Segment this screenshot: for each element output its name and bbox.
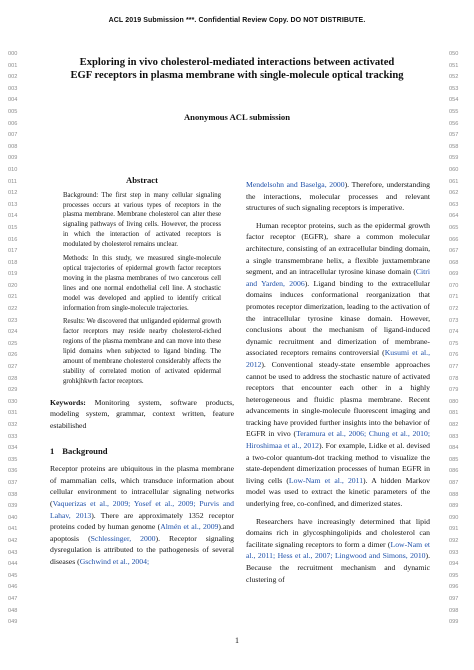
line-number: 014 (8, 213, 18, 220)
line-number: 094 (449, 561, 459, 568)
egfr-paragraph (246, 220, 430, 510)
line-number: 011 (8, 178, 17, 185)
background-paragraph (50, 463, 234, 567)
line-number: 050 (449, 51, 459, 57)
line-number: 091 (449, 526, 459, 533)
line-number: 062 (449, 190, 459, 197)
line-number: 069 (449, 271, 459, 278)
section-title: Background (62, 445, 108, 456)
text-run: Human receptor proteins, such as the epidermal growth factor receptor (EGFR), share a common molecular architecture, consisting of an extracellular binding domain, a single transmembrane helix, a flexible juxtamembrane segment, and an intracellular tyrosine kinase domain ( (246, 220, 430, 277)
line-number: 021 (8, 294, 18, 301)
line-number: 002 (8, 74, 18, 81)
line-number: 067 (449, 248, 459, 255)
citation-link[interactable]: Kusumi et al., 2012 (246, 348, 430, 369)
line-number: 012 (8, 190, 18, 197)
citation-link[interactable]: Teramura et al., 2006; Chung et al., 2010; Hiroshimaa et al., 2012 (246, 429, 430, 451)
line-number: 088 (449, 491, 459, 498)
line-number: 077 (449, 364, 459, 371)
line-number: 039 (8, 503, 18, 510)
text-run: ). Receptor signaling dysregulation is attributed to the pathogenesis of several diseases ( (50, 533, 234, 566)
line-number: 078 (449, 375, 459, 382)
line-number: 093 (449, 549, 459, 556)
line-number: 053 (449, 85, 459, 92)
review-header: ACL 2019 Submission ***. Confidential Review Copy. DO NOT DISTRIBUTE. (108, 17, 366, 24)
line-number: 048 (8, 607, 18, 614)
line-number: 052 (449, 74, 459, 81)
line-number: 080 (449, 398, 459, 405)
lipid-domain-paragraph (246, 516, 430, 586)
citation-link[interactable]: Citri and Yarden, 2006 (246, 267, 430, 288)
keywords-label: Keywords: (50, 397, 86, 407)
line-number: 072 (449, 306, 459, 313)
line-number: 004 (8, 97, 18, 104)
line-number: 041 (8, 526, 18, 533)
line-number: 038 (8, 491, 18, 498)
line-number: 046 (8, 584, 18, 591)
line-number: 030 (8, 398, 18, 405)
line-number: 001 (8, 62, 18, 69)
line-number: 065 (449, 224, 459, 231)
line-number: 085 (449, 456, 459, 463)
citation-link[interactable]: Mendelsohn and Baselga, 2000 (246, 180, 345, 189)
line-number: 043 (8, 549, 18, 556)
line-number: 032 (8, 422, 18, 428)
abstract-heading: Abstract (126, 175, 158, 185)
line-number: 054 (449, 97, 459, 104)
text-run: ). For example, Lidke et al. devised a two-color quantum-dot tracking method to visualize the state-dependent dimerization processes of human EGFR in living cells ( (246, 441, 430, 485)
citation-link[interactable]: Almén et al., 2009 (160, 522, 219, 532)
text-run: ). Ligand binding to the extracellular domains induces conformational reorganization that promotes receptor dimerization, leading to the activation of the intracellular tyrosine kinase domain. However, conclusions about the mechanism of ligand-induced dynamic recruitment and dimerization of membrane-associated receptors remains controversial ( (246, 278, 431, 358)
keywords-text: Monitoring system, software products, modeling system, grammar, context written, feature estabilished (50, 397, 235, 430)
line-number: 006 (8, 120, 18, 127)
title-line-1: Exploring in vivo cholesterol-mediated interactions between activated (79, 57, 395, 68)
line-number: 064 (449, 213, 459, 220)
line-number: 081 (449, 410, 459, 417)
line-number: 013 (8, 201, 18, 208)
text-run: ). Therefore, understanding the interactions, molecular processes and relevant structures of such signaling receptors is imperative. (246, 180, 430, 213)
line-numbers-right (449, 49, 469, 629)
citation-link[interactable]: Vaquerizas et al., 2009; Yosef et al., 2009; Purvis and Lahav, 2013 (50, 498, 234, 520)
citation-link[interactable]: Low-Nam et al., 2011; Hess et al., 2007; Lingwood and Simons, 2010 (246, 539, 430, 561)
line-number: 056 (449, 120, 459, 127)
line-number: 057 (449, 132, 459, 139)
line-number: 026 (8, 352, 18, 359)
citation-link[interactable]: Low-Nam et al., 2011 (288, 475, 364, 485)
line-number: 020 (8, 282, 18, 289)
abstract-methods: Methods: In this study, we measured single-molecule optical trajectories of epidermal growth factor receptors moving in the plasma membranes of two cancerous cell lines and one normal endothelial cell line. A stochastic model was developed and applied to identify critical information from single-molecule trajectories. (63, 255, 221, 312)
line-number: 033 (8, 433, 18, 440)
right-column (246, 179, 430, 585)
citation-link[interactable]: Gschwind et al., 2004; (79, 556, 150, 566)
line-number: 044 (8, 561, 18, 568)
line-number: 023 (8, 317, 18, 324)
line-number: 068 (449, 259, 459, 266)
line-number: 076 (449, 352, 459, 359)
line-number: 024 (8, 329, 18, 336)
line-number: 087 (449, 479, 459, 486)
line-number: 034 (8, 445, 18, 452)
line-number: 059 (449, 155, 459, 162)
line-number: 049 (8, 619, 18, 626)
line-number: 074 (449, 329, 459, 336)
line-number: 009 (8, 155, 18, 162)
line-number: 029 (8, 387, 18, 394)
text-run: ). A hidden Markov model was used to extract the kinetic parameters of the underlying free, co-confined, and dimerized states. (246, 475, 430, 509)
text-run: Receptor proteins are ubiquitous in the plasma membrane of mammalian cells, which transduce information about cellular environment to intracellular signaling networks ( (50, 464, 234, 508)
text-run: ). Because the recruitment mechanism and dynamic clustering of (246, 551, 430, 584)
line-number: 082 (449, 422, 459, 428)
line-number: 086 (449, 468, 459, 475)
section-number: 1 (50, 445, 55, 456)
line-number: 022 (8, 306, 18, 313)
line-number: 066 (449, 236, 459, 243)
line-number: 031 (8, 410, 18, 417)
keywords (50, 397, 234, 432)
line-number: 083 (449, 433, 459, 440)
line-number: 055 (449, 108, 459, 115)
line-number: 005 (8, 108, 18, 115)
line-number: 015 (8, 224, 18, 231)
line-number: 017 (8, 248, 18, 255)
line-number: 058 (449, 143, 459, 150)
line-number: 040 (8, 514, 18, 521)
line-number: 060 (449, 166, 459, 173)
line-number: 061 (449, 178, 459, 185)
line-number: 063 (449, 201, 459, 208)
line-number: 035 (8, 456, 18, 463)
citation-link[interactable]: Schlessinger, 2000 (90, 533, 156, 543)
paper-title (40, 56, 434, 82)
line-number: 042 (8, 537, 18, 544)
line-number: 037 (8, 479, 18, 486)
line-number: 075 (449, 340, 459, 347)
line-number: 092 (449, 537, 459, 544)
line-number: 096 (449, 584, 459, 591)
line-number: 018 (8, 259, 18, 266)
line-number: 025 (8, 340, 18, 347)
text-run: ).and apoptosis ( (50, 522, 234, 543)
line-number: 003 (8, 85, 18, 92)
text-run: ). There are approximately 1352 receptor proteins coded by human genome ( (50, 510, 234, 532)
line-number: 079 (449, 387, 459, 394)
line-number: 051 (449, 62, 459, 69)
line-number: 097 (449, 595, 459, 602)
line-number: 084 (449, 445, 459, 452)
line-number: 028 (8, 375, 18, 382)
title-line-2: EGF receptors in plasma membrane with single-molecule optical tracking (70, 70, 404, 81)
line-number: 016 (8, 236, 18, 243)
abstract-background: Background: The first step in many cellular signaling processes occurs at various types of receptors in the plasma membrane. Membrane cholesterol can alter these signaling pathways of living cells. However, the process in which the interaction of activated receptors is modulated by cholesterol remains unclear. (63, 191, 221, 249)
author: Anonymous ACL submission (183, 112, 291, 122)
left-column (50, 175, 234, 568)
abstract-results: Results: We discovered that unliganded epidermal growth factor receptors may reside nearby cholesterol-riched regions of the plasma membrane and can move into these lipid domains when subjected to ligand binding. The amount of membrane cholesterol considerably affects the stability of correlated motion of activated epidermal grohkjhkwth factor receptors. (63, 318, 221, 385)
text-run: ). Conventional steady-state ensemble approaches cannot be used to address the stochastic nature of activated receptors that encounter each other in a highly heterogeneous and fluidic plasma membrane. Recent advancements in single-molecule fluorescent imaging and tracking have provided further insights into the behavior of EGFR in vivo ( (246, 359, 430, 439)
line-number: 027 (8, 364, 18, 371)
line-number: 073 (449, 317, 459, 324)
line-number: 089 (449, 503, 459, 510)
text-run: Researchers have increasingly determined that lipid domains rich in glycosphingolipids and cholesterol can facilitate signaling receptors to form a dimer ( (246, 516, 430, 549)
line-number: 047 (8, 595, 18, 602)
line-number: 071 (449, 294, 459, 301)
line-numbers-left (8, 49, 28, 629)
page-number: 1 (235, 636, 239, 645)
line-number: 090 (449, 514, 459, 521)
section-heading (50, 446, 234, 458)
line-number: 095 (449, 572, 459, 579)
line-number: 098 (449, 607, 459, 614)
abstract-body (63, 191, 221, 387)
line-number: 045 (8, 572, 18, 579)
line-number: 008 (8, 143, 18, 150)
line-number: 007 (8, 132, 18, 139)
line-number: 099 (449, 619, 459, 626)
continued-paragraph (246, 179, 430, 214)
line-number: 010 (8, 166, 18, 173)
line-number: 000 (8, 51, 18, 57)
line-number: 070 (449, 282, 459, 289)
line-number: 019 (8, 271, 18, 278)
line-number: 036 (8, 468, 18, 475)
